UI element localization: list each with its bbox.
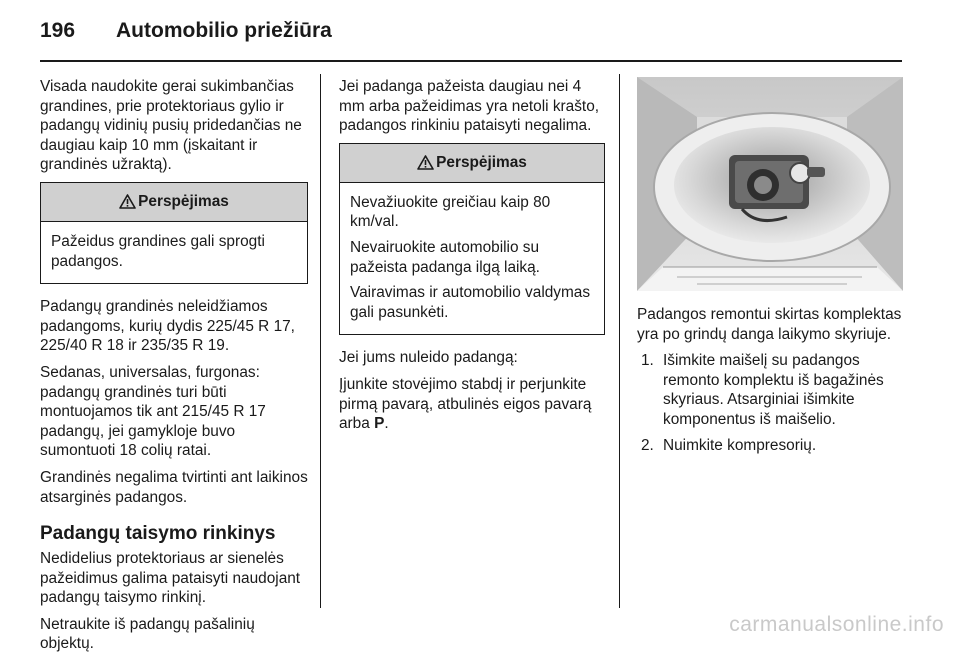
- step-number: 2.: [641, 436, 654, 454]
- trunk-photo: [637, 77, 903, 291]
- column-divider-2: [619, 74, 620, 608]
- column-1: [40, 77, 308, 661]
- watermark: carmanualsonline.info: [729, 613, 944, 636]
- warning-triangle-icon: [119, 194, 136, 209]
- header-rule: [40, 60, 902, 62]
- warning-title: Perspėjimas: [436, 153, 527, 171]
- paragraph-flat-tyre: Jei jums nuleido padangą:: [339, 349, 518, 367]
- column-divider-1: [320, 74, 321, 608]
- page-title: Automobilio priežiūra: [116, 19, 332, 42]
- list-item: [637, 436, 905, 456]
- page-number: 196: [40, 19, 76, 42]
- parking-brake-text: Įjunkite stovėjimo stabdį ir perjunkite pirmą pavarą, atbulinės eigos pavarą arba: [339, 375, 592, 433]
- warning-title: Perspėjimas: [138, 193, 229, 211]
- repair-kit-in-trunk-illustration: [637, 77, 903, 291]
- warning-box-header: [41, 183, 307, 222]
- column-3: [637, 77, 905, 461]
- step-text: Išimkite maišelį su padangos remonto komplektu iš bagažinės skyriaus. Atsarginiai išimkite komponentus iš maišelio.: [663, 352, 884, 428]
- paragraph-repair-kit-intro: Nedidelius protektoriaus ar sienelės pažeidimus galima pataisyti naudojant padangų taisymo rinkinį.: [40, 550, 301, 607]
- warning-box-body: [340, 183, 604, 335]
- gear-p-label: P: [374, 415, 385, 433]
- steps-list: [637, 351, 905, 455]
- paragraph-chains-not-allowed: Padangų grandinės neleidžiamos padangoms, kurių dydis 225/45 R 17, 225/40 R 18 ir 235/35 R 19.: [40, 298, 295, 355]
- step-number: 1.: [641, 352, 654, 370]
- paragraph-damage-limit: Jei padanga pažeista daugiau nei 4 mm arba pažeidimas yra netoli krašto, padangos rinkiniu pataisyti negalima.: [339, 78, 600, 135]
- warning-line-duration: Nevairuokite automobilio su pažeista padanga ilgą laiką.: [350, 238, 540, 276]
- paragraph-foreign-objects: Netraukite iš padangų pašalinių objektų.: [40, 615, 255, 653]
- paragraph-temporary-spare: Grandinės negalima tvirtinti ant laikinos atsarginės padangos.: [40, 468, 308, 506]
- warning-box-body: [41, 222, 307, 283]
- column-2: [339, 77, 605, 441]
- section-title: Padangų taisymo rinkinys: [40, 523, 276, 545]
- paragraph-sedan-wagon: Sedanas, universalas, furgonas: padangų grandinės turi būti montuojamos tik ant 215/45 R 17 padangų, jei gamykloje buvo sumontuoti 18 colių ratai.: [40, 363, 266, 460]
- warning-line-handling: Vairavimas ir automobilio valdymas gali pasunkėti.: [350, 284, 591, 321]
- sentence-end: .: [384, 415, 389, 433]
- warning-box-2: [339, 143, 605, 336]
- warning-triangle-icon: [417, 155, 434, 170]
- warning-box-header: [340, 144, 604, 183]
- warning-line-speed: Nevažiuokite greičiau kaip 80 km/val.: [350, 193, 551, 231]
- warning-text: Pažeidus grandines gali sprogti padangos.: [51, 232, 265, 270]
- paragraph-parking-brake: [339, 375, 605, 434]
- paragraph-chains-grip: Visada naudokite gerai sukimbančias grandines, prie protektoriaus gylio ir padangų vidinių pusių pridedančias ne daugiau kaip 10 mm (įskaitant ir grandinės užraktą).: [40, 78, 302, 174]
- warning-box-1: [40, 182, 308, 284]
- step-text: Nuimkite kompresorių.: [663, 436, 817, 454]
- paragraph-kit-location: Padangos remontui skirtas komplektas yra po grindų danga laikymo skyriuje.: [637, 306, 902, 343]
- list-item: [637, 351, 905, 429]
